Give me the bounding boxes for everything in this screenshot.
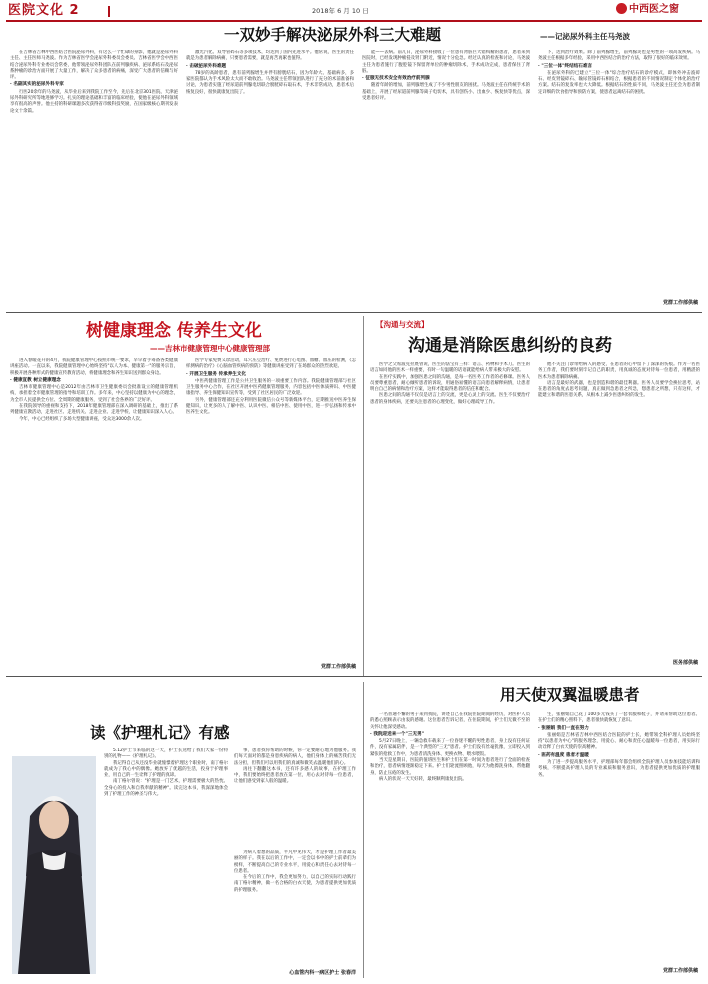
article3-column-1 [370, 362, 530, 656]
article2-signature: 党群工作部供稿 [320, 664, 356, 670]
article1-subheading: · "三位一体"终结结石难言 [538, 63, 593, 69]
article5-paragraph: 我记得自己从还没毕业就憧憬着护理这个职业时，南丁格尔就成为了我心中的偶像。她放弃了优越的生活，投身于护理事业，用自己的一生诠释了护理的真谛。 [104, 760, 228, 779]
article3-column-2 [538, 362, 700, 656]
article4-subheading: · 张丽娟 我们一直在努力 [538, 725, 589, 731]
article4-paragraph: 一名普通不懈的男子来到我院，讲述自己在我院住院期间的经历，对医护人员的悉心照顾表示由衷的感谢。这位患者告诉记者，在住院期间，护士们无微不至的关怀让他深受感动。 [370, 712, 530, 730]
article2-subheading: · 开展卫生服务 传承养生文化 [186, 371, 247, 377]
article2-paragraph: 另外，健康管理部还充分利用医院微信公众号等新媒体平台，定期推送中医养生保健知识，让更多的人了解中医、认识中医、相信中医、使用中医，进一步弘扬和传承中医养生文化。 [186, 397, 356, 416]
column-divider [363, 682, 364, 978]
article4-column-2 [538, 712, 700, 966]
article5-title: 读《护理札记》有感 [90, 724, 230, 742]
article4-signature: 党群工作部供稿 [662, 968, 698, 974]
article2-paragraph: 今年，中心已经组织了多场大型健康讲座，受众达3000余人次。 [19, 416, 145, 422]
newspaper-logo [616, 3, 679, 17]
logo-mark-icon [616, 3, 627, 14]
article1-paragraph: 行医20余年的马尧波，从毕业后来到我院工作至今，先后在北京301医院、天津泌尿外科研究所等地进修学习。扎实的理论基础和丰富的临床经验，使他在泌尿外科领域享有很高的声誉。他主持的科研课题多次获得省市级科技奖励，在国家级核心期刊发表论文十余篇。 [10, 89, 178, 114]
article5-paragraph: 南丁格尔曾说："护理是一门艺术，护理需要极大的热忱、全身心的投入和自我奉献的精神"。读完这本书，我深深地体会到了护理工作的神圣与伟大。 [104, 779, 228, 798]
article4-paragraph: 5月27日晚上，一辆急救车载来了一位昏迷不醒的男性患者，身上没有任何证件，没有家属陪伴，是一个典型的"三无"患者。护士们没有丝毫犹豫，立即投入到紧张的抢救工作中，为患者清洗身体、更换衣物、喂水喂饭。 [370, 739, 530, 757]
article5-column-3 [234, 850, 356, 968]
article3-paragraph: 医患之间的沟通不仅仅是语言上的交流，更是心灵上的交流。医生不仅要治疗患者的身体疾病，还要关注患者的心理变化，做好心理疏导工作。 [370, 393, 530, 405]
article1-subheading: · 征服无技术安全有效治疗前列腺 [362, 76, 430, 82]
issue-date: 2018年 6 月 10 日 [312, 7, 369, 15]
article1-paragraph: 在吉林省吉林中西医结合医院泌尿外科，有这么一个忙碌的身影，他就是泌尿外科主任、主任医师马尧波。作为吉林省医学会泌尿外科委员会委员、吉林省医学会中西医结合泌尿外科专业委员会常委，他带领泌尿外科团队在前列腺疾病、泌尿系结石及泌尿系肿瘤的诊治方面开展了大量工作，解决了众多患者的病痛，深受广大患者的信赖与好评。 [10, 50, 178, 81]
article5-column-1 [104, 748, 228, 974]
article3-paragraph: 语言是最好的武器，也是创造和谐的最佳利器。医务人员要学会换位思考，站在患者的角度去思考问题，真正做到急患者之所急，想患者之所想，只有这样，才能建立和谐的医患关系，从根本上减少医患纠纷的发生。 [538, 380, 700, 399]
article1-column-4 [538, 50, 700, 300]
article4-paragraph: 生，张丽娟自己花了100多元钱买了一套衣服和鞋子，并请来帮助这位患者。在护士们的精心照料下，患者很快就恢复了意识。 [538, 712, 700, 724]
article1-paragraph: 78岁的高龄患者，患有前列腺增生并伴有膀胱结石，因为年龄大、基础病多，多家医院都认为手术风险太大而不敢收治。马尧波主任带领团队进行了充分的术前准备和讨论，为患者实施了经尿道前列腺电切联合膀胱碎石取石术，手术非常成功，患者术后恢复良好，很快就康复出院了。 [186, 70, 354, 95]
article2-paragraph: 吉林市健康管理中心是2012年由吉林市卫生健康委员会批准设立的健康管理机构，承担着全市健康管理的指导和培训工作。多年来，中心坚持以健康为中心的理念，为全市人民提供全方位、全周期的健康服务，受到了社会各界的广泛好评。 [10, 385, 178, 403]
article3-tag: 【沟通与交流】 [376, 320, 429, 329]
article4-paragraph: 病人的状况一天天好转，最终顺利康复出院。 [379, 776, 467, 782]
article1-paragraph: 随着年龄的增加，前列腺增生成了不少男性朋友的困扰。马尧波主任在传统手术的基础上，开展了经尿道前列腺等离子电切术，具有创伤小、出血少、恢复快等优点，深受患者好评。 [362, 83, 530, 102]
nurse-photo [12, 756, 96, 974]
article5-signature: 心血管内科一病区护士 张春洋 [289, 970, 356, 976]
article3-title: 沟通是消除医患纠纷的良药 [408, 336, 612, 356]
article2-paragraph: 医学专家免费义诊活动，耳穴压豆治疗、免费进行心电图、血糖、血压的检测，《怎样测病的治疗》《心脑血管疾病的预防》等健康讲座受到了在场群众的热烈欢迎。 [186, 358, 356, 370]
article1-paragraph: 下，达到治疗效果。除了前列腺增生，前列腺炎也是男性的一项高发疾病。马尧波主任根据多年经验，采用中西医结合的治疗方法，取得了很好的临床效果。 [538, 50, 700, 62]
page-header [0, 0, 708, 22]
article5-paragraph: 再往下翻翻这本书，还有许多感人的故事，在护理工作中，我们要始终把患者放在第一位，用心去对待每一位患者，让他们感受到家人般的温暖。 [234, 766, 356, 785]
article4-paragraph: 为了进一步提高服务水平，护理部每年都会组织全院护理人员参加技能培训和考核，不断提高护理人员的专业素质和服务意识，为患者提供更加优质的护理服务。 [538, 760, 700, 778]
article5-paragraph: 在今后的工作中，我会更加努力，以自己的实际行动践行南丁格尔精神，做一名合格的白衣天使，为患者提供更加优质的护理服务。 [234, 875, 356, 893]
article4-subheading: · 医药有温度 患者才温暖 [538, 752, 589, 758]
article3-paragraph: 在医疗实践中，加强医患之间的沟通，是每一名医务工作者的必修课。医务人员要尊重患者，耐心倾听患者的诉说，用通俗易懂的语言向患者解释病情，让患者明白自己的病情和治疗方案，这样才能取得患者的信任和配合。 [370, 374, 530, 393]
header-rule [6, 20, 702, 22]
article2-subheading: · 健康宣教 树立健康理念 [10, 377, 61, 383]
article5-paragraph: 为病人着想的品质，平凡中见伟大，才是护理工作者最美丽的样子。我在以后的工作中，一定会以书中的护士前辈们为榜样，不断提高自己的专业水平，用爱心和责任心去对待每一位患者。 [234, 850, 356, 874]
article5-paragraph: 事，患者找你帮助的时候，你一定要耐心地为他服务。我们每天面对的都是身患疾病的病人，他们身体上的痛苦我们无法分担，但我们可以用我们的真诚和微笑去温暖他们的心。 [234, 748, 356, 766]
article1-subtitle: ——记泌尿外科主任马尧波 [540, 32, 630, 41]
article3-paragraph: 医学之父希波克拉底曾说，医生的法宝有三样：语言、药物和手术刀。医生的语言如同他的医术一样重要，有时一句温暖的话语就能给病人带来极大的安慰。 [370, 362, 530, 374]
section-divider [6, 676, 702, 677]
nurse-illustration [12, 756, 96, 974]
article2-paragraph: 在我院领导的重视和支持下，2018年健康管理部在深入调研的基础上，推出了系列健康宣教活动，走进社区、走进机关、走进企业、走进学校，让健康知识深入人心。 [10, 404, 178, 416]
article1-signature: 党群工作部供稿 [662, 300, 698, 306]
section-divider [6, 312, 702, 313]
article4-title: 用天使双翼温暖患者 [500, 686, 640, 704]
article1-column-3 [362, 50, 530, 304]
section-title: 医院文化 2 [8, 3, 80, 18]
article1-title: 一双妙手解决泌尿外科三大难题 [224, 26, 442, 44]
article1-paragraph: 在泌尿外科的已建立"三位一体"综合治疗结石的诊疗模式，即体外冲击波碎石、经皮肾镜碎石、输尿管镜碎石相结合，根据患者的不同情况制定个体化的治疗方案。结石的复发率也大大降低。根据结石的性质不同，马尧波主任还会为患者制定详细的饮食指导和预防方案，使患者远离结石的困扰。 [538, 70, 700, 95]
article2-title: 树健康理念 传养生文化 [86, 321, 262, 341]
article4-subheading: · 我院迎送来一个"三无男" [370, 731, 425, 737]
article5-paragraph: 5.12护士节来临的这一天，护士长送给了我们大家一份特别的礼物——《护理札记》。 [104, 748, 228, 760]
article2-column-1 [10, 358, 178, 662]
article1-column-2 [186, 50, 354, 304]
article2-paragraph: 中医药健康管理工作是公共卫生服务的一项重要工作内容。我院健康管理部与社区卫生服务中心合作，在社区开展中医药健康管理服务，内容包括中医体质辨识、中医健康指导、养生保健知识宣传等，受到了社区居民的广泛欢迎。 [186, 378, 356, 397]
article1-paragraph: 能——去病。前几日，泌尿外科接收了一位患有肾脏巨大错构瘤的患者，患者来到医院时，已经发现肿瘤侵及肾门附近，情况十分危急。经过认真的检查和讨论，马尧波主任为患者施行了腹腔镜下保留肾单位的肿瘤切除术，手术成功完成，患者保住了肾脏。 [362, 50, 530, 74]
article1-subheading: · 名副其实的泌尿外科专家 [10, 82, 64, 88]
article3-signature: 医务部供稿 [672, 660, 698, 666]
article4-column-1 [370, 712, 530, 974]
column-divider [363, 316, 364, 676]
logo-text: 中西医之窗 [629, 4, 679, 15]
article2-subtitle: ——吉林市健康管理中心健康管理部 [150, 344, 270, 353]
article4-paragraph: 当天是星期日，医院的值班医生和护士们在第一时间为患者进行了全面的检查和治疗，患者病情逐渐稳定下来。护士们轮流照顾他，每天为他擦洗身体，帮他翻身，防止压疮的发生。 [370, 758, 530, 776]
article2-paragraph: 进入春暖花开的4月，我院健康管理中心按照市统一要求，早早着手筹备各类健康讲座活动。一直以来，我院健康管理中心始终坚持"以人为本、健康第一"的服务宗旨，积极开展各种形式的健康宣传教育活动，将健康理念和养生知识送到群众身边。 [10, 358, 178, 376]
article3-paragraph: 他不关注门诊带给病人的感受，在患者的心中留下了深深的伤痕。作为一名医务工作者，我们要时刻牢记自己的职责，用真诚的态度对待每一位患者，用精湛的医术为患者解除病痛。 [538, 362, 700, 380]
article1-paragraph: 激光汽化、双导管碎石等多项技术，均达到了国内先进水平。他常说，医生的责任就是为患者解除病痛，只要患者需要，就是再苦再累也值得。 [186, 50, 354, 62]
article1-subheading: · 击破泌尿外科难题 [186, 63, 227, 69]
article2-column-2 [186, 358, 356, 658]
article4-paragraph: 张丽娟是吉林省吉林中西医结合医院的护士长，她带领全科护理人员始终坚持"以患者为中心"的服务理念，用爱心、耐心和责任心温暖每一位患者，用实际行动诠释了白衣天使的崇高精神。 [538, 732, 700, 751]
article1-column-1 [10, 50, 178, 304]
header-separator [108, 6, 110, 17]
